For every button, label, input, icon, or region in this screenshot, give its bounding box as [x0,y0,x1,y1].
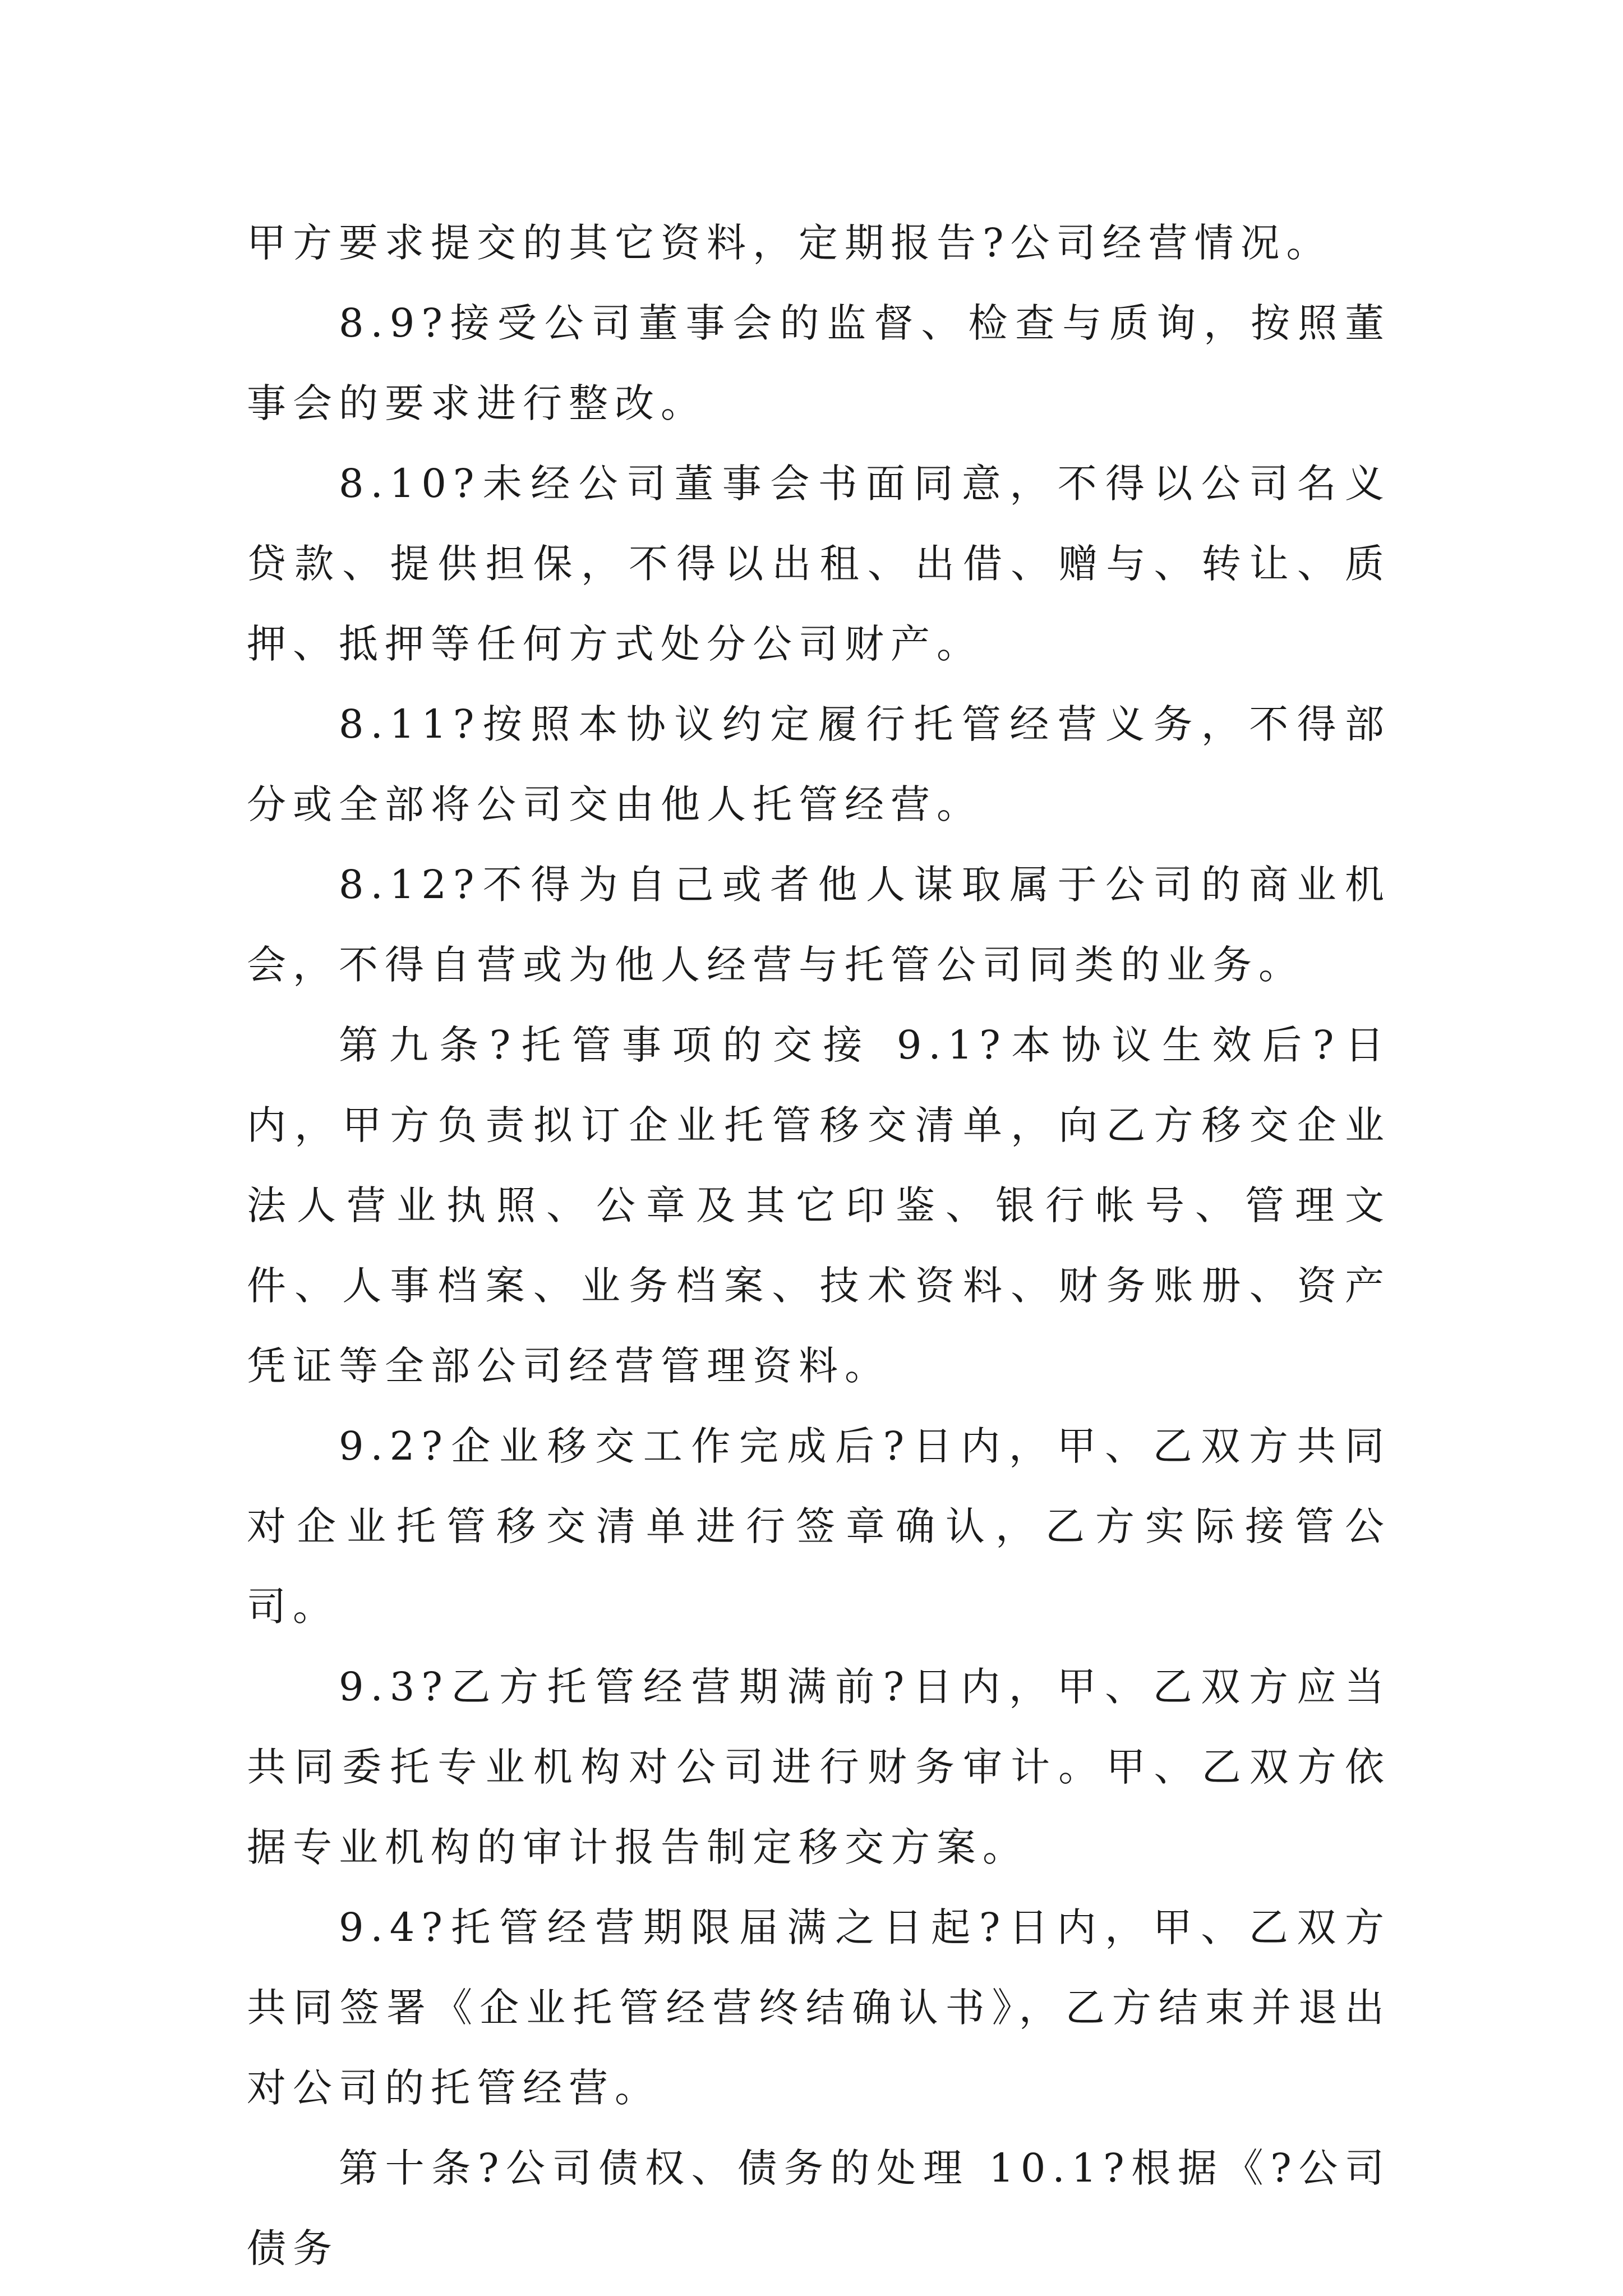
paragraph-2: 8.9?接受公司董事会的监督、检查与质询，按照董事会的要求进行整改。 [247,300,1391,426]
paragraph-3: 8.10?未经公司董事会书面同意，不得以公司名义贷款、提供担保，不得以出租、出借、赠与、转让、质押、抵押等任何方式处分公司财产。 [247,461,1391,667]
paragraph-7: 9.2?企业移交工作完成后?日内，甲、乙双方共同对企业托管移交清单进行签章确认，乙方实际接管公司。 [247,1423,1391,1630]
paragraph-4: 8.11?按照本协议约定履行托管经营义务，不得部分或全部将公司交由他人托管经营。 [247,701,1391,827]
paragraph-9: 9.4?托管经营期限届满之日起?日内，甲、乙双方共同签署《企业托管经营终结确认书》，乙方结束并退出对公司的托管经营。 [247,1904,1391,2111]
paragraph-5: 8.12?不得为自己或者他人谋取属于公司的商业机会，不得自营或为他人经营与托管公司同类的业务。 [247,862,1391,988]
paragraph-1: 甲方要求提交的其它资料，定期报告?公司经营情况。 [247,220,1332,266]
paragraph-6: 第九条?托管事项的交接 9.1?本协议生效后?日内，甲方负责拟订企业托管移交清单，向乙方移交企业法人营业执照、公章及其它印鉴、银行帐号、管理文件、人事档案、业务档案、技术资料、财务账册、资产凭证等全部公司经营管理资料。 [247,1022,1391,1389]
paragraph-10: 第十条?公司债权、债务的处理 10.1?根据《?公司债务 [247,2145,1391,2271]
document-body [247,203,1391,2289]
paragraph-8: 9.3?乙方托管经营期满前?日内，甲、乙双方应当共同委托专业机构对公司进行财务审计。甲、乙双方依据专业机构的审计报告制定移交方案。 [247,1664,1391,1870]
